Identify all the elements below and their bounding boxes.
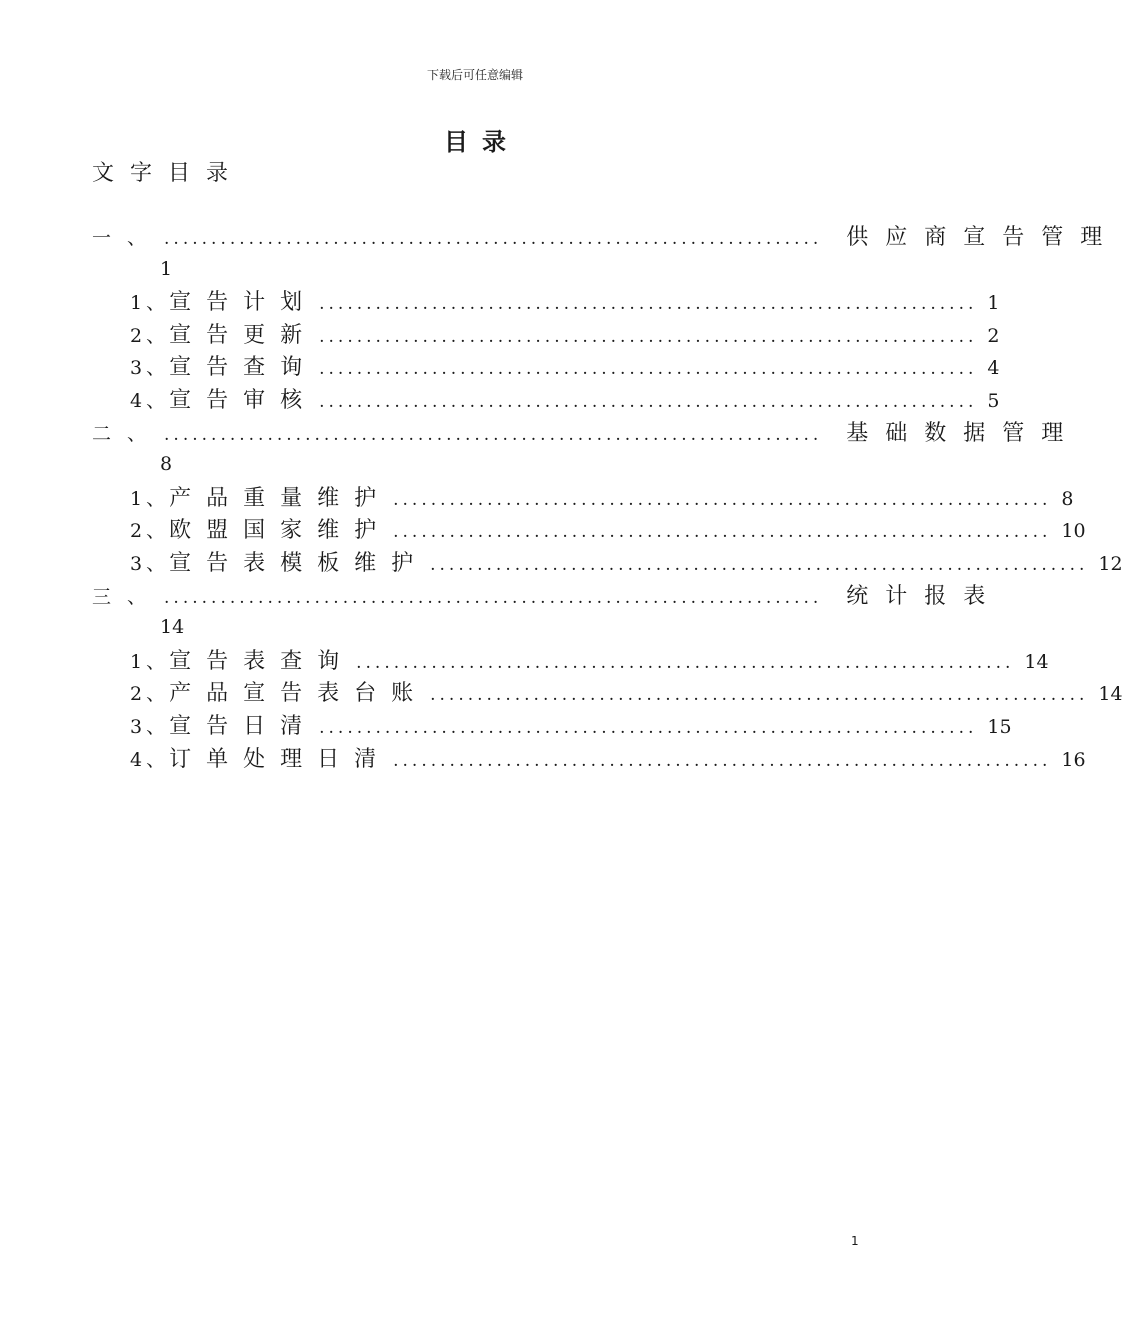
toc-item-number: 4、 — [130, 748, 170, 771]
toc-item-page: 8 — [1061, 487, 1074, 510]
toc-item-number: 1、 — [130, 292, 170, 315]
toc-item[interactable] — [92, 676, 1123, 709]
toc-item[interactable] — [92, 383, 1000, 416]
toc-leader-dots: ...................................................................... — [319, 326, 978, 347]
toc-section-page: 14 — [160, 616, 185, 639]
toc-item-title: 订单处理日清 — [169, 746, 392, 772]
toc-leader-dots: ...................................................................... — [393, 489, 1052, 510]
toc-section-2[interactable] — [92, 416, 1081, 449]
toc-item-page: 12 — [1098, 552, 1123, 575]
toc-section-page: 1 — [160, 257, 173, 280]
toc-section-title: 基础数据管理 — [846, 420, 1081, 446]
toc-item[interactable] — [92, 481, 1074, 514]
toc-item-number: 3、 — [130, 715, 170, 738]
toc-item-number: 3、 — [130, 552, 170, 575]
toc-leader-dots: ...................................................................... — [393, 750, 1052, 771]
toc-section-title: 统计报表 — [846, 583, 1003, 609]
toc-item-title: 宣告表模板维护 — [169, 550, 429, 576]
toc-item-number: 2、 — [130, 324, 170, 347]
toc-item[interactable] — [92, 513, 1086, 546]
toc-item-title: 产品重量维护 — [169, 485, 392, 511]
toc-leader-dots: ...................................................................... — [164, 587, 823, 608]
toc-leader-dots: ...................................................................... — [356, 652, 1015, 673]
toc-section-number: 一、 — [92, 227, 163, 249]
toc-item-title: 宣告审核 — [169, 387, 318, 413]
toc-section-3[interactable] — [92, 579, 1003, 612]
toc-item-number: 4、 — [130, 389, 170, 412]
toc-leader-dots: ...................................................................... — [319, 717, 978, 738]
toc-item[interactable] — [92, 285, 1000, 318]
toc-item[interactable] — [92, 546, 1123, 579]
toc-item-page: 10 — [1061, 520, 1086, 543]
toc-item[interactable] — [92, 318, 1000, 351]
toc-leader-dots: ...................................................................... — [164, 229, 823, 249]
toc-leader-dots: ...................................................................... — [319, 294, 978, 315]
toc-leader-dots: ...................................................................... — [430, 685, 1089, 706]
toc-leader-dots: ...................................................................... — [393, 522, 1052, 543]
toc-item-title: 产品宣告表台账 — [169, 681, 429, 707]
toc-item-page: 14 — [1024, 650, 1049, 673]
toc-item-number: 2、 — [130, 520, 170, 543]
table-of-contents — [92, 220, 1123, 774]
toc-item-page: 1 — [987, 292, 1000, 315]
toc-item-title: 宣告日清 — [169, 713, 318, 739]
toc-item-title: 宣告表查询 — [169, 648, 355, 674]
toc-leader-dots: ...................................................................... — [164, 424, 823, 445]
toc-section-1[interactable] — [92, 220, 1120, 253]
toc-item[interactable] — [92, 350, 1000, 383]
toc-item-number: 3、 — [130, 357, 170, 380]
toc-section-number: 二、 — [92, 422, 163, 445]
toc-item-number: 1、 — [130, 487, 170, 510]
toc-item-number: 2、 — [130, 683, 170, 706]
toc-section-title: 供应商宣告管理 — [846, 225, 1120, 250]
toc-item-title: 宣告查询 — [169, 355, 318, 381]
toc-leader-dots: ...................................................................... — [319, 359, 978, 380]
toc-section-page: 8 — [160, 453, 173, 476]
toc-item-title: 宣告更新 — [169, 322, 318, 348]
toc-item[interactable] — [92, 742, 1086, 775]
toc-item-page: 5 — [987, 389, 1000, 412]
page-title: 目录 — [444, 128, 520, 156]
toc-item[interactable] — [92, 709, 1012, 742]
toc-item-page: 4 — [987, 357, 1000, 380]
page-header-note: 下载后可任意编辑 — [426, 68, 523, 82]
page-number: 1 — [851, 1234, 859, 1248]
toc-leader-dots: ...................................................................... — [319, 391, 978, 412]
toc-item-page: 14 — [1098, 683, 1123, 706]
toc-item[interactable] — [92, 644, 1049, 677]
toc-section-number: 三、 — [92, 585, 163, 608]
toc-item-number: 1、 — [130, 650, 170, 673]
toc-item-page: 15 — [987, 715, 1012, 738]
toc-item-title: 宣告计划 — [169, 290, 318, 316]
toc-item-title: 欧盟国家维护 — [169, 518, 392, 544]
toc-item-page: 16 — [1061, 748, 1086, 771]
toc-item-page: 2 — [987, 324, 1000, 347]
page-subtitle: 文字目录 — [92, 161, 245, 186]
toc-leader-dots: ...................................................................... — [430, 554, 1089, 575]
